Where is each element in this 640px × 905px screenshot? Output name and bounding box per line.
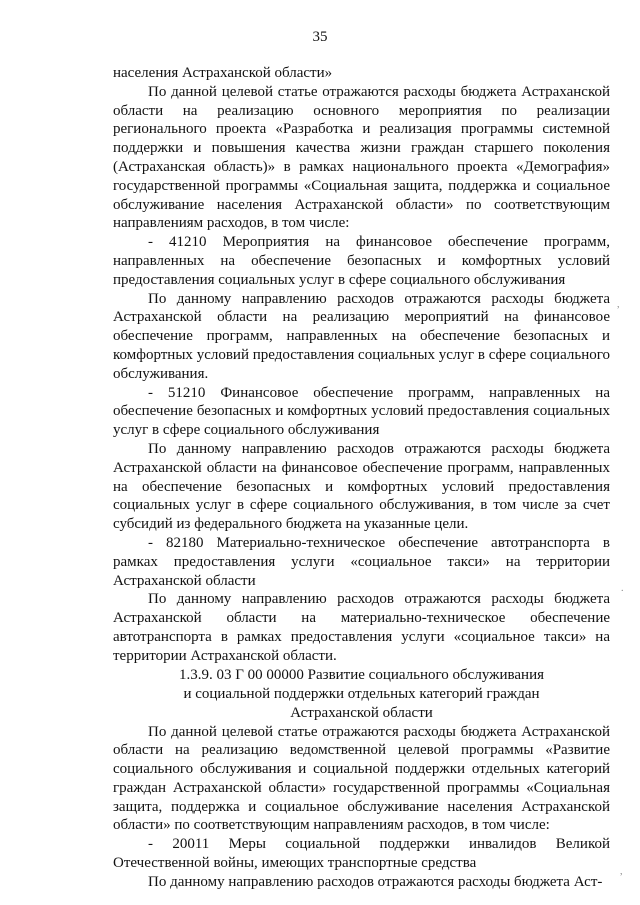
- paragraph: По данной целевой статье отражаются расходы бюджета Астраханской области на реализацию основного мероприятия по реализации регионального проекта «Разработка и реализация программы системной поддержки и повышения качества жизни граждан старшего поколения (Астраханская область)» в рамках национального проекта «Демография» государственной программы «Социальная защита, поддержка и социальное обслуживание населения Астраханской области» по соответствующим направлениям расходов, в том числе:: [113, 83, 610, 232]
- paragraph: - 20011 Меры социальной поддержки инвалидов Великой Отечественной войны, имеющих транспортные средства: [113, 836, 610, 872]
- paragraph: По данному направлению расходов отражаются расходы бюджета Астраханской области на материально-техническое обеспечение автотранспорта в рамках предоставления услуги «социальное такси» на территории Астраханской области.: [113, 591, 610, 664]
- scan-mark: .: [621, 583, 624, 594]
- paragraph: По данной целевой статье отражаются расходы бюджета Астраханской области на реализацию ведомственной целевой программы «Развитие социального обслуживания и социальной поддержки отдельных категорий граждан Астраханской области» государственной программы «Социальная защита, поддержка и социальное обслуживание населения Астраханской области» по соответствующим направлениям расходов, в том числе:: [113, 723, 610, 834]
- section-heading-line: и социальной поддержки отдельных категорий граждан: [183, 685, 540, 702]
- paragraph: населения Астраханской области»: [113, 65, 333, 81]
- paragraph: - 51210 Финансовое обеспечение программ, направленных на обеспечение безопасных и комфортных условий предоставления социальных услуг в сфере социального обслуживания: [113, 384, 610, 439]
- paragraph: По данному направлению расходов отражаются расходы бюджета Аст-: [148, 873, 603, 890]
- scan-mark: ,: [620, 866, 623, 877]
- section-heading-line: Астраханской области: [290, 704, 433, 721]
- scan-mark: ,: [617, 299, 620, 310]
- section-heading: [113, 666, 610, 723]
- paragraph: - 82180 Материально-техническое обеспечение автотранспорта в рамках предоставления услуги «социальное такси» на территории Астраханской области: [113, 534, 610, 589]
- paragraph: По данному направлению расходов отражаются расходы бюджета Астраханской области на реализацию мероприятий на финансовое обеспечение программ, направленных на обеспечение безопасных и комфортных условий предоставления социальных услуг в сфере социального обслуживания.: [113, 290, 610, 382]
- paragraph: - 41210 Мероприятия на финансовое обеспечение программ, направленных на обеспечение безопасных и комфортных условий предоставления социальных услуг в сфере социального обслуживания: [113, 234, 610, 288]
- section-heading-line: 1.3.9. 03 Г 00 00000 Развитие социального обслуживания: [178, 666, 545, 683]
- document-body: [113, 64, 610, 892]
- page-number: 35: [312, 29, 328, 45]
- paragraph: По данному направлению расходов отражаются расходы бюджета Астраханской области на финансовое обеспечение программ, направленных на обеспечение безопасных и комфортных условий предоставления социальных услуг в сфере социального обслуживания, в том числе за счет субсидий из федерального бюджета на указанные цели.: [113, 440, 610, 533]
